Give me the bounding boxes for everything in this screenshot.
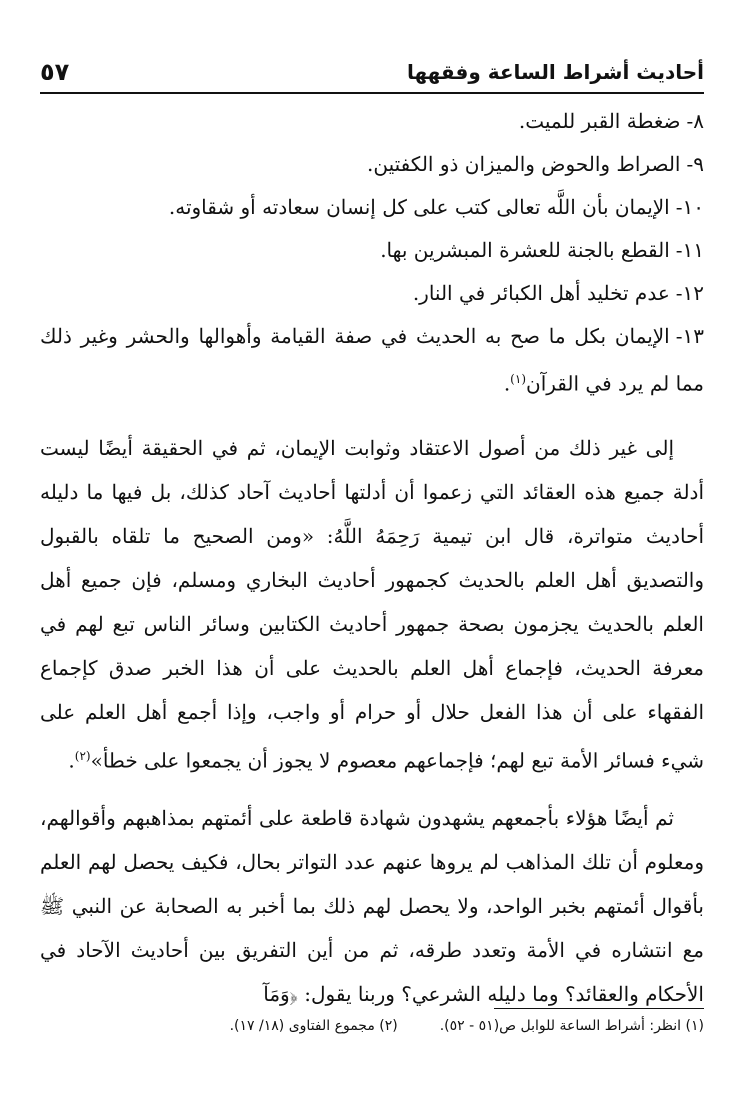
- footnote-divider: [494, 1008, 704, 1009]
- item-tail: .: [503, 371, 511, 396]
- list-item: [40, 229, 704, 272]
- footnote-2: (٢) مجموع الفتاوى (١٨/ ١٧).: [229, 1018, 398, 1034]
- item-text: عدم تخليد أهل الكبائر في النار.: [412, 281, 670, 305]
- body-paragraph: [40, 426, 704, 783]
- item-text: الإيمان بكل ما صح به الحديث في صفة القيامة وأهوالها والحشر وغير ذلك مما لم يرد في القرآن: [40, 324, 704, 396]
- running-title: أحاديث أشراط الساعة وفقهها: [406, 60, 704, 84]
- footnote-marker: (١): [510, 372, 526, 386]
- footnote-marker: (٢): [74, 748, 91, 763]
- list-item: [40, 315, 704, 406]
- page-body: [40, 100, 704, 1016]
- item-number: ١٢-: [675, 281, 704, 305]
- page-header: [40, 52, 704, 94]
- footnote-1: (١) انظر: أشراط الساعة للوابل ص(٥١ - ٥٢).: [439, 1018, 704, 1034]
- list-item: [40, 100, 704, 143]
- item-text: القطع بالجنة للعشرة المبشرين بها.: [380, 238, 670, 262]
- item-number: ١٠-: [675, 195, 704, 219]
- item-text: الإيمان بأن اللَّه تعالى كتب على كل إنسان سعادته أو شقاوته.: [168, 195, 670, 219]
- item-number: ٩-: [686, 152, 704, 176]
- item-number: ١٣-: [675, 324, 704, 348]
- paragraph-tail: .: [68, 748, 75, 773]
- page-number: ٥٧: [40, 58, 70, 86]
- paragraph-text: إلى غير ذلك من أصول الاعتقاد وثوابت الإيمان، ثم في الحقيقة أيضًا ليست أدلة جميع هذه العقائد التي زعموا أن أدلتها أحاديث آحاد كذلك، بل فيها ما دليله أحاديث متواترة، قال ابن تيمية رَحِمَهُ اللَّهُ: «ومن الصحيح ما تلقاه بالقبول والتصديق أهل العلم بالحديث كجمهور أحاديث البخاري ومسلم، فإن جميع أهل العلم بالحديث يجزمون بصحة جمهور أحاديث الكتابين وسائر الناس تبع لهم في معرفة الحديث، فإجماع أهل العلم بالحديث على أن هذا الخبر صدق كإجماع الفقهاء على أن هذا الفعل حلال أو حرام أو واجب، وإذا أجمع أهل العلم على شيء فسائر الأمة تبع لهم؛ فإجماعهم معصوم لا يجوز أن يجمعوا على خطأ»: [40, 435, 704, 773]
- item-number: ٨-: [686, 109, 704, 133]
- paragraph-text: ثم أيضًا هؤلاء بأجمعهم يشهدون شهادة قاطعة على أئمتهم بمذاهبهم وأقوالهم، ومعلوم أن تلك المذاهب لم يروها عنهم عدد التواتر بحال، فكيف يحصل لهم العلم بأقوال أئمتهم بخبر الواحد، ولا يحصل لهم ذلك بما أخبر به الصحابة عن النبي ﷺ مع انتشاره في الأمة وتعدد طرقه، ثم من أين التفريق بين أحاديث الآحاد في الأحكام والعقائد؟ وما دليله الشرعي؟ وربنا يقول: ﴿وَمَآ: [40, 806, 704, 1007]
- list-item: [40, 186, 704, 229]
- body-paragraph: [40, 796, 704, 1016]
- item-text: ضغطة القبر للميت.: [518, 109, 681, 133]
- item-text: الصراط والحوض والميزان ذو الكفتين.: [367, 152, 681, 176]
- list-item: [40, 272, 704, 315]
- footnotes: [40, 1018, 704, 1034]
- item-number: ١١-: [675, 238, 704, 262]
- list-item: [40, 143, 704, 186]
